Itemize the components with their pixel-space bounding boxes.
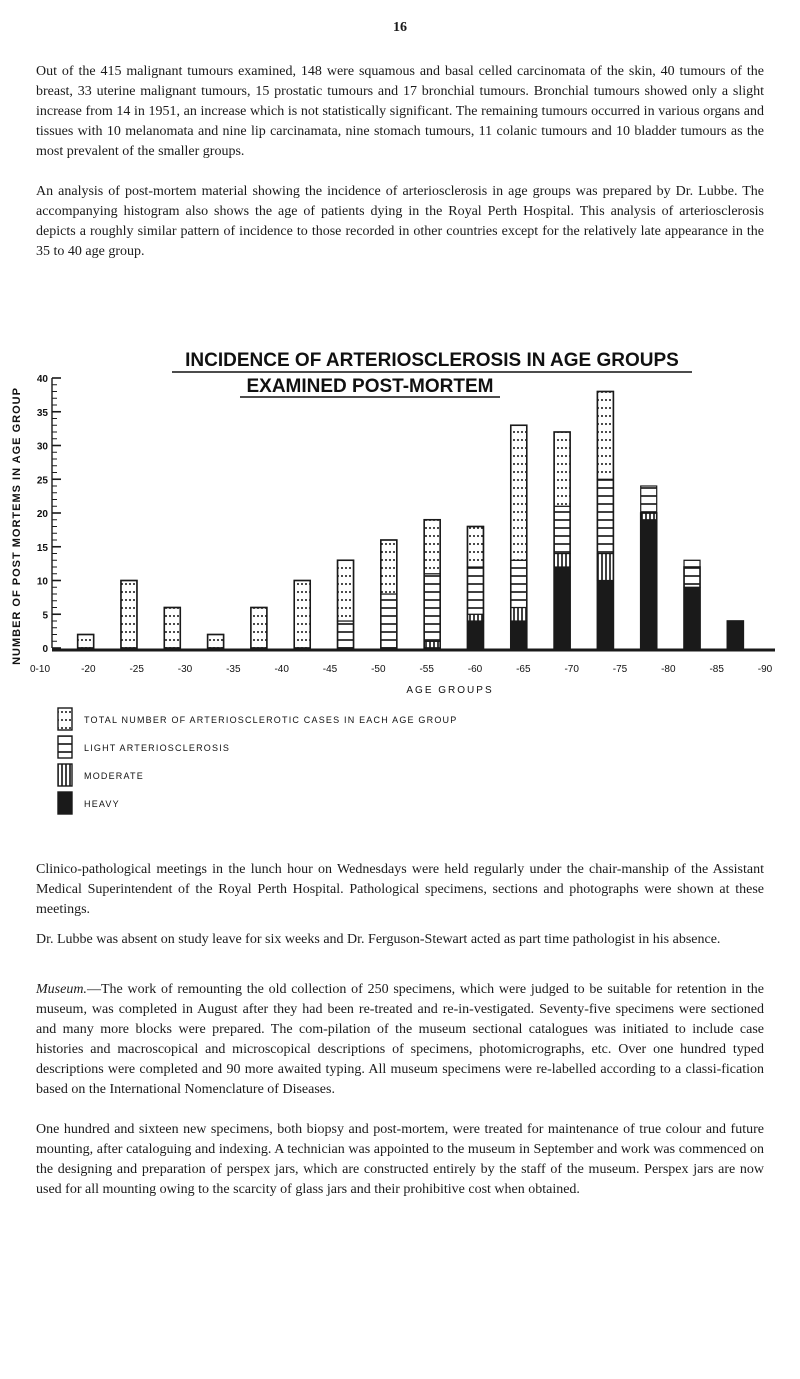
page-number: 16 bbox=[393, 20, 407, 35]
legend-item-light bbox=[58, 736, 230, 758]
bar--90 bbox=[727, 621, 743, 648]
bar-heavy-segment bbox=[597, 581, 613, 649]
bar-total-segment bbox=[381, 540, 397, 594]
bar--55 bbox=[424, 520, 440, 648]
x-tick-label: -45 bbox=[322, 664, 338, 675]
museum-heading: Museum. bbox=[36, 982, 87, 997]
bar-heavy-segment bbox=[554, 567, 570, 648]
x-axis-label: AGE GROUPS bbox=[406, 685, 494, 696]
y-tick-label: 15 bbox=[36, 542, 48, 554]
histogram-chart bbox=[0, 340, 800, 840]
x-tick-label: -65 bbox=[516, 664, 531, 675]
x-tick-label: -30 bbox=[177, 664, 193, 675]
bar-total-segment bbox=[121, 581, 137, 649]
bar-light-segment bbox=[641, 486, 657, 513]
paragraph-arteriosclerosis: An analysis of post-mortem material showing the incidence of arteriosclerosis in age groups was prepared by Dr. Lubbe. The accompanying histogram also shows the age of patients dying in the Royal Perth Hospital. This analysis of arteriosclerosis depicts a roughly similar pattern of incidence to those recorded in other countries except for the relatively late appearance in the 35 to 40 age group. bbox=[36, 184, 764, 259]
y-tick-label: 0 bbox=[42, 644, 48, 655]
y-tick-label: 30 bbox=[36, 441, 48, 453]
bar--65 bbox=[511, 425, 527, 648]
bar-total-segment bbox=[208, 635, 224, 649]
paragraph-specimens: One hundred and sixteen new specimens, both biopsy and post-mortem, were treated for maintenance of true colour and future mounting, after cataloguing and indexing. A technician was appointed to the museum in September and work was commenced on the designing and preparation of perspex jars, which are constructed entirely by the staff of the museum. Perspex jars are now used for all mounting owing to the scarcity of glass jars and their prohibitive cost when obtained. bbox=[36, 1122, 764, 1197]
bar--50 bbox=[381, 540, 397, 648]
x-tick-label: -80 bbox=[661, 664, 676, 675]
y-tick-label: 25 bbox=[36, 475, 48, 487]
bar--40 bbox=[294, 581, 310, 649]
bar-0-10 bbox=[78, 635, 94, 649]
y-tick-label: 5 bbox=[42, 610, 48, 622]
bar-total-segment bbox=[424, 520, 440, 574]
y-tick-label: 10 bbox=[36, 576, 48, 588]
bar-total-segment bbox=[78, 635, 94, 649]
legend-label: LIGHT ARTERIOSCLEROSIS bbox=[84, 743, 231, 753]
y-tick-label: 20 bbox=[36, 509, 48, 520]
chart-subtitle: EXAMINED POST-MORTEM bbox=[246, 376, 494, 397]
bar-light-segment bbox=[467, 567, 483, 614]
x-tick-label: -20 bbox=[81, 664, 96, 675]
legend-item-heavy bbox=[58, 792, 120, 814]
x-tick-label: -70 bbox=[564, 664, 579, 675]
x-tick-label: -55 bbox=[419, 664, 434, 675]
bar-heavy-segment bbox=[511, 621, 527, 648]
bar--45 bbox=[338, 560, 354, 648]
bar-total-segment bbox=[294, 581, 310, 649]
x-tick-label: -60 bbox=[467, 664, 483, 675]
legend-swatch bbox=[58, 708, 72, 730]
bar-light-segment bbox=[511, 560, 527, 607]
bar--35 bbox=[251, 608, 267, 649]
legend-swatch bbox=[58, 792, 72, 814]
paragraph-tumours: Out of the 415 malignant tumours examined, 148 were squamous and basal celled carcinomata of the skin, 40 tumours of the breast, 33 uterine malignant tumours, 15 prostatic tumours and 17 bronchial tumours. Bronchial tumours showed only a slight increase from 14 in 1951, an increase which is not statistically significant. The remaining tumours occurred in various organs and tissues with 10 melanomata and nine lip carcinamata, nine stomach tumours, 11 colanic tumours and 10 bladder tumours as the most prevalent of the smaller groups. bbox=[36, 64, 764, 159]
x-tick-label: 0-10 bbox=[29, 664, 51, 675]
bar-total-segment bbox=[251, 608, 267, 649]
x-tick-label: -85 bbox=[709, 664, 724, 675]
legend-label: TOTAL NUMBER OF ARTERIOSCLEROTIC CASES IN EACH AGE GROUP bbox=[84, 715, 458, 725]
bar-light-segment bbox=[424, 574, 440, 642]
x-tick-label: -35 bbox=[226, 664, 241, 675]
paragraph-leave: Dr. Lubbe was absent on study leave for six weeks and Dr. Ferguson-Stewart acted as part time pathologist in his absence. bbox=[36, 932, 721, 947]
bar--75 bbox=[597, 392, 613, 649]
legend-label: HEAVY bbox=[84, 799, 120, 809]
y-tick-label: 40 bbox=[36, 374, 48, 385]
bar-total-segment bbox=[164, 608, 180, 649]
bar-light-segment bbox=[597, 479, 613, 553]
bar-moderate-segment bbox=[424, 641, 440, 648]
bar-heavy-segment bbox=[467, 621, 483, 648]
bar-total-segment bbox=[554, 432, 570, 506]
bar-total-segment bbox=[597, 392, 613, 480]
bar--85 bbox=[684, 560, 700, 648]
bar-moderate-segment bbox=[554, 554, 570, 568]
x-tick-labels bbox=[30, 664, 773, 675]
y-axis-label: NUMBER OF POST MORTEMS IN AGE GROUP bbox=[11, 387, 23, 665]
chart-legend bbox=[58, 708, 457, 814]
legend-swatch bbox=[58, 764, 72, 786]
paragraph-museum bbox=[36, 980, 764, 1100]
bar--20 bbox=[121, 581, 137, 649]
bar-light-segment bbox=[684, 560, 700, 587]
paragraph-meetings: Clinico-pathological meetings in the lunch hour on Wednesdays were held regularly under the chair-manship of the Assistant Medical Superintendent of the Royal Perth Hospital. Pathological specimens, sections and photographs were shown at these meetings. bbox=[36, 862, 764, 917]
x-tick-label: -25 bbox=[129, 664, 144, 675]
x-tick-label: -90 bbox=[757, 664, 773, 675]
chart-title: INCIDENCE OF ARTERIOSCLEROSIS IN AGE GROUPS bbox=[185, 350, 679, 371]
bar-total-segment bbox=[511, 425, 527, 560]
bar--60 bbox=[467, 527, 483, 649]
bar-heavy-segment bbox=[727, 621, 743, 648]
bar-moderate-segment bbox=[467, 614, 483, 621]
legend-swatch bbox=[58, 736, 72, 758]
bar-light-segment bbox=[338, 621, 354, 648]
bar--30 bbox=[208, 635, 224, 649]
y-tick-label: 35 bbox=[36, 407, 48, 419]
bar--25 bbox=[164, 608, 180, 649]
x-tick-label: -50 bbox=[371, 664, 386, 675]
bar-total-segment bbox=[467, 527, 483, 568]
x-tick-label: -40 bbox=[274, 664, 289, 675]
bar-total-segment bbox=[338, 560, 354, 621]
bar--70 bbox=[554, 432, 570, 648]
legend-item-moderate bbox=[58, 764, 144, 786]
histogram-figure bbox=[0, 340, 800, 840]
bar-moderate-segment bbox=[641, 513, 657, 520]
bar-moderate-segment bbox=[511, 608, 527, 622]
legend-item-total bbox=[58, 708, 457, 730]
bar-light-segment bbox=[381, 594, 397, 648]
bar-heavy-segment bbox=[641, 520, 657, 648]
bar-light-segment bbox=[554, 506, 570, 553]
x-tick-label: -75 bbox=[612, 664, 628, 675]
museum-text: —The work of remounting the old collection of 250 specimens, which were judged to be suitable for retention in the museum, was completed in August after they had been re-treated and re-in-vestigated. Seventy-five specimens were sectioned and many more blocks were prepared. The com-pilation of the museum sectional catalogues was initiated to include case histories and macroscopical and microscopical descriptions of specimens, photomicrographs, etc. Over one hundred typed descriptions were completed and 90 more awaited typing. All museum specimens were re-labelled according to a classi-fication based on the International Nomenclature of Diseases. bbox=[36, 982, 764, 1097]
bar-heavy-segment bbox=[684, 587, 700, 648]
chart-bars bbox=[78, 392, 744, 649]
chart-axes bbox=[37, 374, 775, 655]
legend-label: MODERATE bbox=[84, 771, 144, 781]
bar--80 bbox=[641, 486, 657, 648]
bar-moderate-segment bbox=[597, 554, 613, 581]
